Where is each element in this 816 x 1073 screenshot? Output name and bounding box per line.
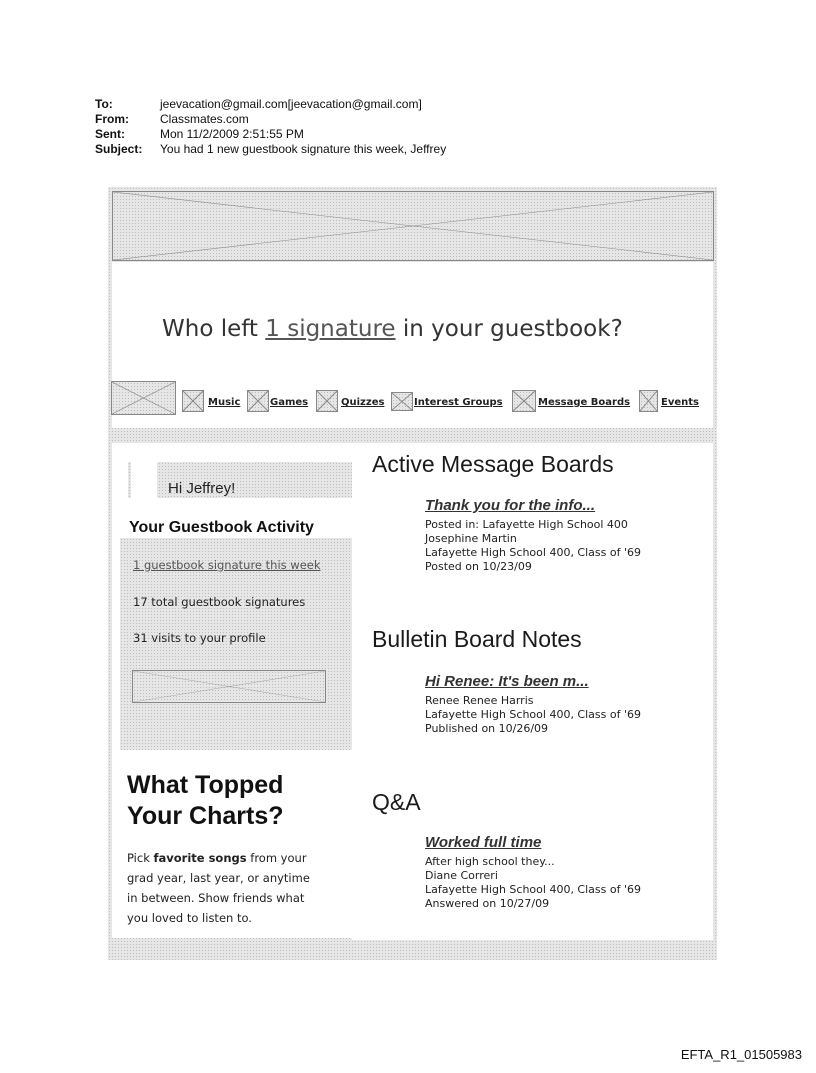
subject-value: You had 1 new guestbook signature this week, Jeffrey [160,142,447,156]
from-label: From: [95,112,129,126]
nav-message-boards[interactable]: Message Boards [538,397,631,408]
to-value: jeevacation@gmail.com[jeevacation@gmail.com] [160,97,422,111]
bulletin-line2: Lafayette High School 400, Class of '69 [425,708,641,721]
document-id: EFTA_R1_01505983 [680,1047,802,1062]
qa-line4: Answered on 10/27/09 [425,897,550,910]
sent-label: Sent: [95,127,125,141]
games-icon [247,390,269,412]
bulletin-line3: Published on 10/26/09 [425,722,549,735]
quizzes-icon [316,390,338,412]
from-value: Classmates.com [160,112,249,126]
nav-games[interactable]: Games [270,397,309,408]
nav-music[interactable]: Music [208,397,241,408]
activity-button-image[interactable] [132,670,326,703]
message-boards-icon [512,390,536,412]
to-label: To: [95,97,113,111]
qa-title: Q&A [372,789,421,815]
qa-line3: Lafayette High School 400, Class of '69 [425,883,641,896]
boards-item-meta [425,518,641,574]
promo-line2: grad year, last year, or anytime [127,871,310,885]
bulletin-item-meta [425,694,641,736]
bulletin-title: Bulletin Board Notes [372,626,582,652]
interest-groups-icon [391,392,413,411]
music-icon [182,390,204,412]
headline-prefix: Who left [162,316,266,342]
banner-image [112,191,714,261]
boards-line1: Posted in: Lafayette High School 400 [425,518,628,531]
promo-rest: from your [246,851,307,865]
promo-text [127,848,310,928]
subject-label: Subject: [95,142,143,156]
boards-line3: Lafayette High School 400, Class of '69 [425,546,641,559]
sent-value: Mon 11/2/2009 2:51:55 PM [160,127,304,141]
nav-interest-groups[interactable]: Interest Groups [414,397,503,408]
promo-pre: Pick [127,851,154,865]
avatar [131,462,157,498]
promo-title [127,770,284,832]
headline-suffix: in your guestbook? [395,316,623,342]
logo-image[interactable] [111,381,176,415]
signatures-this-week-link[interactable]: 1 guestbook signature this week [133,558,321,572]
boards-title: Active Message Boards [372,451,614,477]
qa-line2: Diane Correri [425,869,498,882]
promo-line4: you loved to listen to. [127,911,252,925]
nav-quizzes[interactable]: Quizzes [341,397,385,408]
total-signatures: 17 total guestbook signatures [133,595,306,609]
boards-line2: Josephine Martin [425,532,517,545]
boards-line4: Posted on 10/23/09 [425,560,532,573]
nav-events[interactable]: Events [661,397,699,408]
greeting-box [128,462,352,498]
email-header [95,97,446,157]
promo-line3: in between. Show friends what [127,891,305,905]
qa-line1: After high school they... [425,855,555,868]
activity-title: Your Guestbook Activity [129,519,314,536]
promo-bold: favorite songs [153,851,247,865]
qa-item-meta [425,855,641,911]
signature-link[interactable]: 1 signature [265,316,396,342]
events-icon [639,390,658,412]
qa-item-link[interactable]: Worked full time [425,834,542,851]
profile-visits: 31 visits to your profile [133,631,266,645]
bulletin-line1: Renee Renee Harris [425,694,534,707]
boards-item-link[interactable]: Thank you for the info... [425,497,595,514]
promo-title-line1: What Topped [127,771,284,799]
greeting: Hi Jeffrey! [168,480,236,497]
promo-title-line2: Your Charts? [127,802,284,830]
headline [162,316,623,342]
bulletin-item-link[interactable]: Hi Renee: It's been m... [425,673,589,690]
